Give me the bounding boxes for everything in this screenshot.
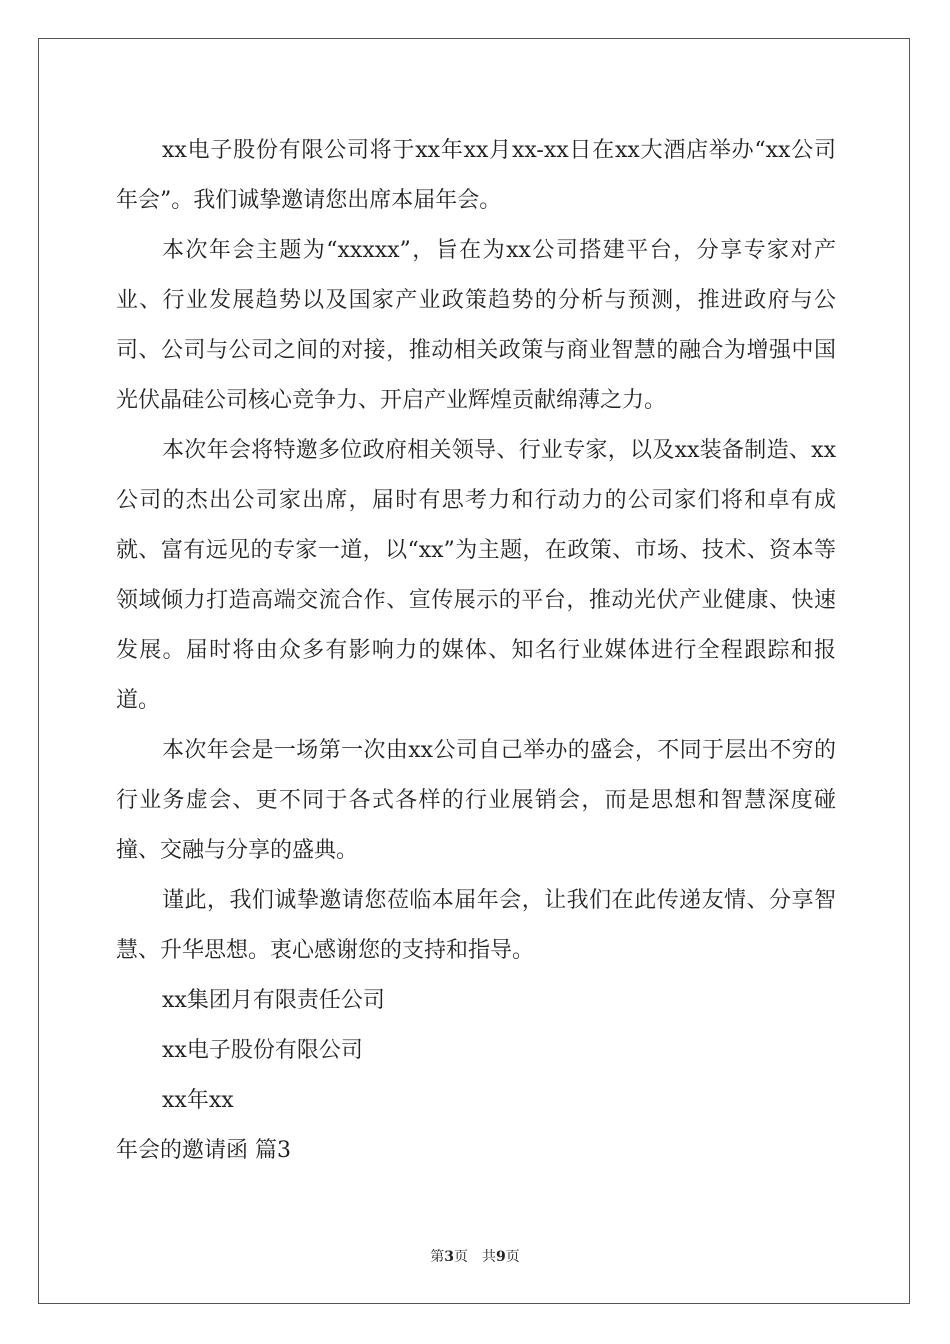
paragraph-intro: xx电子股份有限公司将于xx年xx月xx-xx日在xx大酒店举办“xx公司年会”。我们诚挚邀请您出席本届年会。 [116,138,836,213]
document-body [116,126,836,1176]
footer-total-pages: 9 [496,1249,506,1265]
footer-suffix: 页 [505,1249,520,1265]
paragraph-guests: 本次年会将特邀多位政府相关领导、行业专家，以及xx装备制造、xx公司的杰出公司家出席，届时有思考力和行动力的公司家们将和卓有成就、富有远见的专家一道，以“xx”为主题，在政策、市场、技术、资本等领域倾力打造高端交流合作、宣传展示的平台，推动光伏产业健康、快速发展。届时将由众多有影响力的媒体、知名行业媒体进行全程跟踪和报道。 [116,438,836,713]
paragraph-theme: 本次年会主题为“xxxxx”，旨在为xx公司搭建平台，分享专家对产业、行业发展趋势以及国家产业政策趋势的分析与预测，推进政府与公司、公司与公司之间的对接，推动相关政策与商业智慧的融合为增强中国光伏晶硅公司核心竞争力、开启产业辉煌贡献绵薄之力。 [116,238,836,413]
signature-org-2: xx电子股份有限公司 [162,1038,363,1063]
footer-prefix: 第 [430,1249,445,1265]
footer-mid: 页 共 [454,1249,496,1265]
page-footer [0,1246,950,1266]
paragraph-event-nature: 本次年会是一场第一次由xx公司自己举办的盛会，不同于层出不穷的行业务虚会、更不同于各式各样的行业展销会，而是思想和智慧深度碰撞、交融与分享的盛典。 [116,738,836,863]
section-heading: 年会的邀请函 篇3 [116,1138,291,1163]
signature-date: xx年xx [162,1088,234,1113]
footer-page-number: 3 [444,1249,454,1265]
paragraph-closing: 谨此，我们诚挚邀请您莅临本届年会，让我们在此传递友情、分享智慧、升华思想。衷心感谢您的支持和指导。 [116,888,836,963]
signature-org-1: xx集团月有限责任公司 [162,988,385,1013]
